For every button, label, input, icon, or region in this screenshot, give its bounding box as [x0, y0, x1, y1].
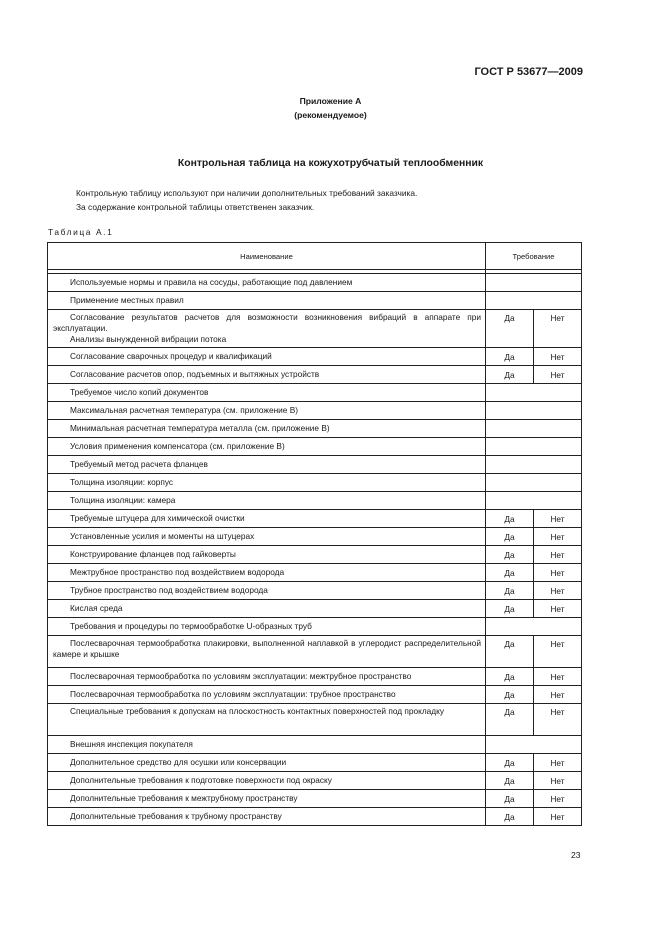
requirement-name	[48, 528, 486, 546]
requirement-name-text: Дополнительные требования к трубному пространству	[70, 811, 282, 821]
answer-yes[interactable]: Да	[486, 754, 534, 772]
appendix-heading	[0, 94, 661, 122]
answer-no[interactable]: Нет	[534, 636, 582, 668]
answer-no[interactable]: Нет	[534, 686, 582, 704]
table-row	[48, 384, 582, 402]
table-row	[48, 292, 582, 310]
requirement-name	[48, 384, 486, 402]
requirement-name-text: Специальные требования к допускам на плоскостность контактных поверхностей под прокладку	[70, 706, 445, 716]
intro-line-1: Контрольную таблицу используют при наличии дополнительных требований заказчика.	[76, 188, 418, 198]
requirement-name	[48, 366, 486, 384]
table-row	[48, 456, 582, 474]
answer-yes[interactable]: Да	[486, 366, 534, 384]
requirement-name	[48, 546, 486, 564]
table-row	[48, 790, 582, 808]
requirement-name	[48, 438, 486, 456]
requirement-value[interactable]	[486, 420, 582, 438]
requirement-name	[48, 772, 486, 790]
requirement-name	[48, 636, 486, 668]
requirement-name	[48, 618, 486, 636]
answer-yes[interactable]: Да	[486, 704, 534, 736]
appendix-title: Приложение А	[299, 96, 362, 106]
requirement-name-text: Дополнительное средство для осушки или консервации	[70, 757, 287, 767]
table-row	[48, 474, 582, 492]
requirement-name	[48, 808, 486, 826]
requirement-value[interactable]	[486, 384, 582, 402]
table-row	[48, 618, 582, 636]
requirement-name	[48, 704, 486, 736]
requirement-name	[48, 686, 486, 704]
requirement-name	[48, 754, 486, 772]
requirement-name-text: Требуемые штуцера для химической очистки	[70, 513, 245, 523]
answer-no[interactable]: Нет	[534, 348, 582, 366]
requirement-name	[48, 402, 486, 420]
answer-no[interactable]: Нет	[534, 600, 582, 618]
table-row	[48, 754, 582, 772]
answer-no[interactable]: Нет	[534, 790, 582, 808]
requirement-name	[48, 274, 486, 292]
table-row	[48, 366, 582, 384]
requirement-value[interactable]	[486, 274, 582, 292]
answer-no[interactable]: Нет	[534, 704, 582, 736]
answer-no[interactable]: Нет	[534, 546, 582, 564]
requirement-note: Анализы вынужденной вибрации потока	[70, 334, 227, 344]
requirement-name-text: Толщина изоляции: камера	[70, 495, 176, 505]
answer-no[interactable]: Нет	[534, 366, 582, 384]
requirement-name-text: Условия применения компенсатора (см. приложение В)	[70, 441, 285, 451]
page-number: 23	[571, 850, 581, 860]
requirement-name-text: Послесварочная термообработка по условиям эксплуатации: межтрубное пространство	[70, 671, 412, 681]
table-row	[48, 510, 582, 528]
requirement-name-text: Внешняя инспекция покупателя	[70, 739, 193, 749]
requirement-name-text: Толщина изоляции: корпус	[70, 477, 174, 487]
requirement-name	[48, 348, 486, 366]
requirement-name-text: Послесварочная термообработка плакировки, выполненной наплавкой в углеродист распределительной камере и крышке	[53, 638, 481, 659]
requirement-name	[48, 564, 486, 582]
requirement-name-text: Послесварочная термообработка по условиям эксплуатации: трубное пространство	[70, 689, 396, 699]
table-row	[48, 808, 582, 826]
requirement-name	[48, 600, 486, 618]
answer-no[interactable]: Нет	[534, 564, 582, 582]
requirement-name-text: Согласование расчетов опор, подъемных и вытяжных устройств	[70, 369, 320, 379]
requirement-name-text: Межтрубное пространство под воздействием водорода	[70, 567, 285, 577]
checklist-rows	[48, 274, 582, 826]
answer-yes[interactable]: Да	[486, 510, 534, 528]
requirement-name	[48, 420, 486, 438]
answer-no[interactable]: Нет	[534, 754, 582, 772]
table-row	[48, 274, 582, 292]
answer-no[interactable]: Нет	[534, 528, 582, 546]
table-row	[48, 600, 582, 618]
requirement-value[interactable]	[486, 492, 582, 510]
requirement-name-text: Требуемое число копий документов	[70, 387, 209, 397]
table-row	[48, 582, 582, 600]
requirement-name-text: Минимальная расчетная температура металла (см. приложение В)	[70, 423, 330, 433]
answer-no[interactable]: Нет	[534, 808, 582, 826]
table-row	[48, 704, 582, 736]
requirement-name-text: Конструирование фланцев под гайковерты	[70, 549, 236, 559]
table-row	[48, 438, 582, 456]
requirement-name-text: Используемые нормы и правила на сосуды, работающие под давлением	[70, 277, 353, 287]
answer-yes[interactable]: Да	[486, 528, 534, 546]
answer-yes[interactable]: Да	[486, 636, 534, 668]
checklist-table	[47, 242, 582, 826]
requirement-name	[48, 736, 486, 754]
requirement-name	[48, 474, 486, 492]
answer-yes[interactable]: Да	[486, 348, 534, 366]
answer-no[interactable]: Нет	[534, 668, 582, 686]
requirement-name	[48, 668, 486, 686]
requirement-name-text: Максимальная расчетная температура (см. приложение В)	[70, 405, 299, 415]
requirement-name	[48, 790, 486, 808]
answer-yes[interactable]: Да	[486, 600, 534, 618]
intro-text	[76, 186, 417, 214]
table-row	[48, 420, 582, 438]
table-label: Таблица А.1	[48, 227, 114, 237]
requirement-name-text: Установленные усилия и моменты на штуцерах	[70, 531, 255, 541]
requirement-name-text: Требуемый метод расчета фланцев	[70, 459, 208, 469]
requirement-value[interactable]	[486, 474, 582, 492]
appendix-subtitle: (рекомендуемое)	[294, 110, 367, 120]
table-row	[48, 772, 582, 790]
requirement-name	[48, 456, 486, 474]
table-row	[48, 736, 582, 754]
table-row	[48, 528, 582, 546]
requirement-value[interactable]	[486, 292, 582, 310]
requirement-name-text: Трубное пространство под воздействием водорода	[70, 585, 268, 595]
requirement-name	[48, 492, 486, 510]
table-row	[48, 492, 582, 510]
answer-yes[interactable]: Да	[486, 582, 534, 600]
table-row	[48, 546, 582, 564]
requirement-name	[48, 292, 486, 310]
column-header-name: Наименование	[48, 243, 486, 270]
intro-line-2: За содержание контрольной таблицы ответственен заказчик.	[76, 202, 315, 212]
requirement-value[interactable]	[486, 438, 582, 456]
requirement-name-text: Дополнительные требования к межтрубному пространству	[70, 793, 298, 803]
requirement-value[interactable]	[486, 736, 582, 754]
table-row	[48, 564, 582, 582]
answer-no[interactable]: Нет	[534, 772, 582, 790]
requirement-name-text: Требования и процедуры по термообработке U-образных труб	[70, 621, 312, 631]
requirement-name	[48, 510, 486, 528]
table-row	[48, 402, 582, 420]
requirement-value[interactable]	[486, 402, 582, 420]
answer-yes[interactable]: Да	[486, 686, 534, 704]
requirement-name	[48, 582, 486, 600]
answer-no[interactable]: Нет	[534, 582, 582, 600]
answer-yes[interactable]: Да	[486, 564, 534, 582]
answer-yes[interactable]: Да	[486, 546, 534, 564]
answer-no[interactable]: Нет	[534, 310, 582, 348]
answer-yes[interactable]: Да	[486, 808, 534, 826]
table-row	[48, 686, 582, 704]
answer-yes[interactable]: Да	[486, 310, 534, 348]
table-row	[48, 348, 582, 366]
requirement-value[interactable]	[486, 456, 582, 474]
requirement-name-text: Согласование результатов расчетов для возможности возникновения вибраций в аппарате при эксплуатации.	[53, 312, 481, 333]
requirement-name-text: Согласование сварочных процедур и квалификаций	[70, 351, 272, 361]
answer-no[interactable]: Нет	[534, 510, 582, 528]
answer-yes[interactable]: Да	[486, 772, 534, 790]
answer-yes[interactable]: Да	[486, 790, 534, 808]
requirement-value[interactable]	[486, 618, 582, 636]
requirement-name-text: Дополнительные требования к подготовке поверхности под окраску	[70, 775, 332, 785]
requirement-name	[48, 310, 486, 348]
page-title: Контрольная таблица на кожухотрубчатый теплообменник	[177, 158, 484, 169]
requirement-name-text: Применение местных правил	[70, 295, 184, 305]
table-row	[48, 636, 582, 668]
table-row	[48, 310, 582, 348]
table-row	[48, 668, 582, 686]
column-header-requirement: Требование	[486, 243, 582, 270]
answer-yes[interactable]: Да	[486, 668, 534, 686]
requirement-name-text: Кислая среда	[70, 603, 123, 613]
standard-code: ГОСТ Р 53677—2009	[474, 66, 583, 78]
